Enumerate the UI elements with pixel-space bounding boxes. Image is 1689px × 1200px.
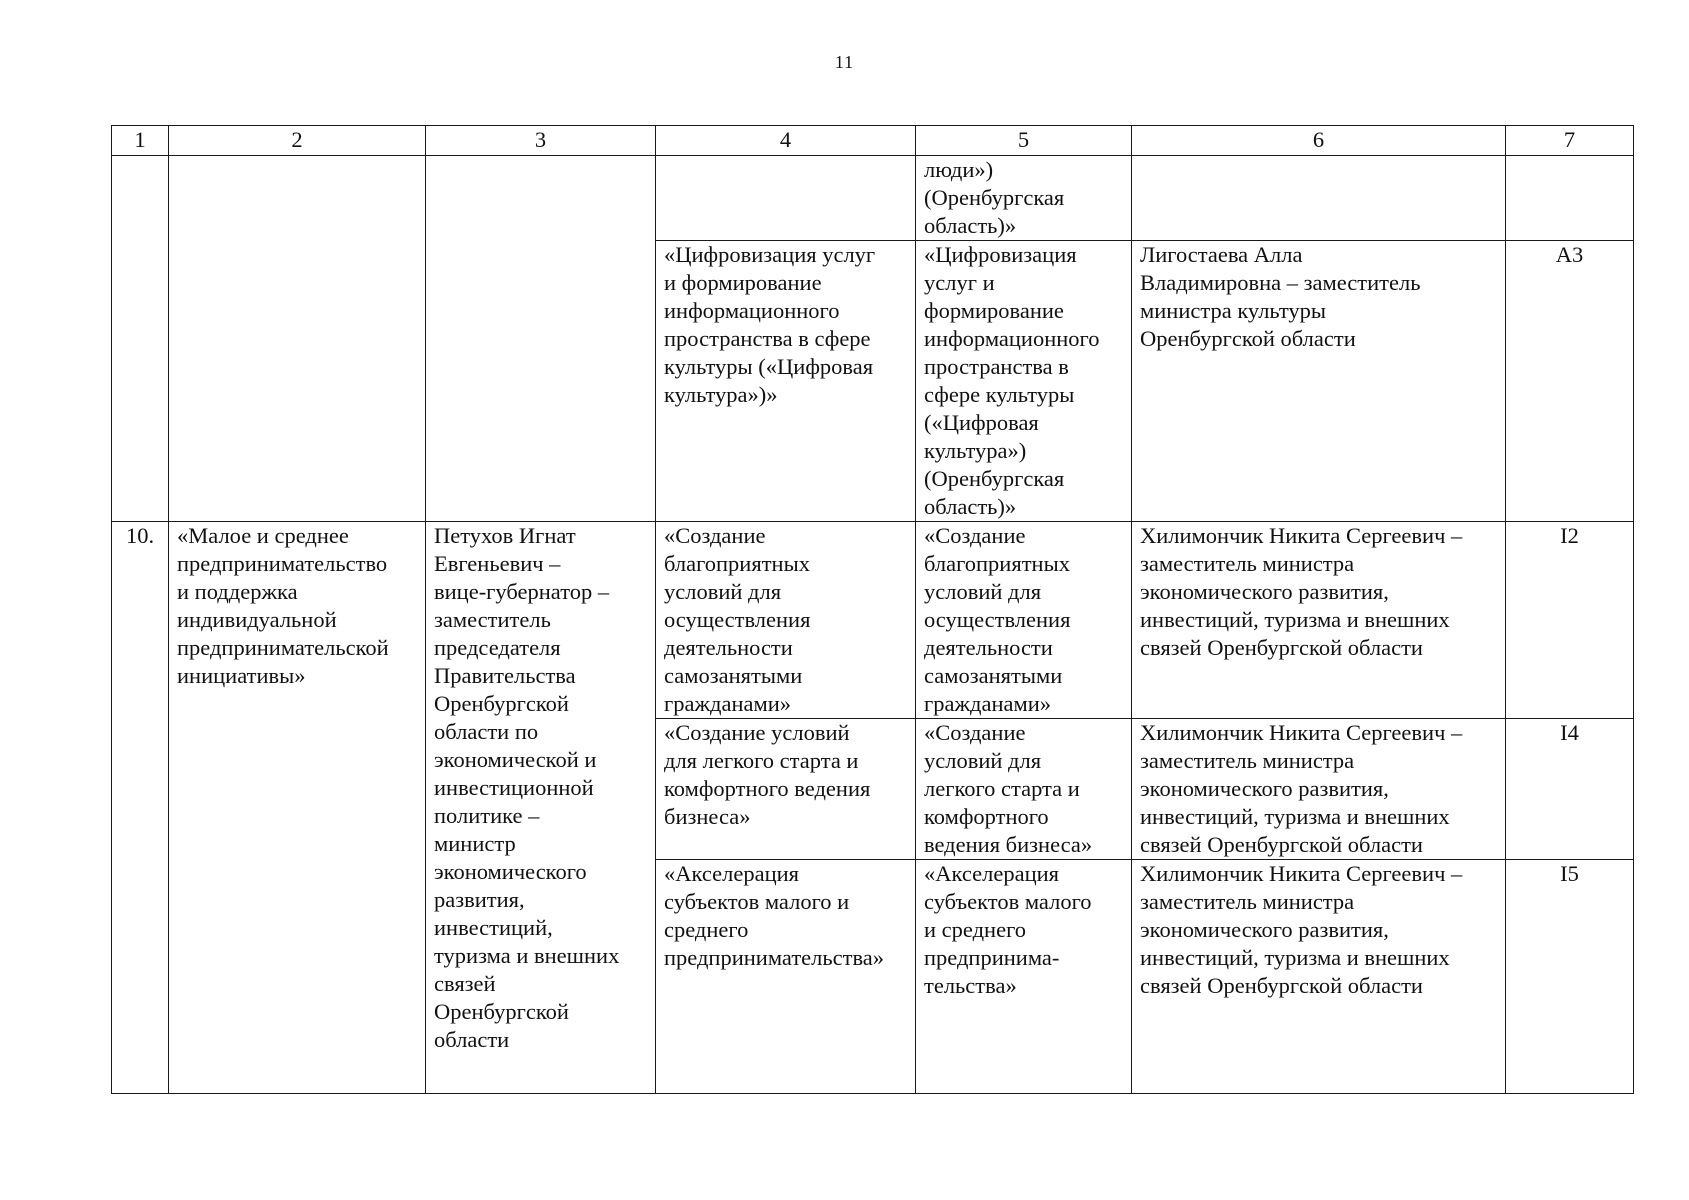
table-row (112, 522, 1634, 719)
code-cell: А3 (1506, 241, 1634, 522)
federal-project-cell: «Акселерация субъектов малого и среднего предпринимательства» (656, 860, 916, 1094)
column-header: 1 (112, 126, 169, 156)
code-cell: I4 (1506, 719, 1634, 860)
page-number: 11 (834, 52, 855, 72)
responsible-cell: Хилимончик Никита Сергеевич – заместитель министра экономического развития, инвестиций, туризма и внешних связей Оренбургской области (1132, 860, 1506, 1094)
code-cell: I5 (1506, 860, 1634, 1094)
code-cell (1506, 156, 1634, 241)
responsible-cell (1132, 156, 1506, 241)
column-header: 5 (916, 126, 1132, 156)
regional-project-cell: люди») (Оренбургская область)» (916, 156, 1132, 241)
federal-project-cell: «Цифровизация услуг и формирование информационного пространства в сфере культуры («Цифровая культура»)» (656, 241, 916, 522)
table-header-row (112, 126, 1634, 156)
responsible-cell: Хилимончик Никита Сергеевич – заместитель министра экономического развития, инвестиций, туризма и внешних связей Оренбургской области (1132, 522, 1506, 719)
responsible-cell: Хилимончик Никита Сергеевич – заместитель министра экономического развития, инвестиций, туризма и внешних связей Оренбургской области (1132, 719, 1506, 860)
regional-project-cell: «Цифровизация услуг и формирование информационного пространства в сфере культуры («Цифровая культура») (Оренбургская область)» (916, 241, 1132, 522)
row-number-cell: 10. (112, 522, 169, 1094)
federal-project-cell: «Создание условий для легкого старта и комфортного ведения бизнеса» (656, 719, 916, 860)
federal-project-cell: «Создание благоприятных условий для осуществления деятельности самозанятыми гражданами» (656, 522, 916, 719)
column-header: 4 (656, 126, 916, 156)
national-project-cell: «Малое и среднее предпринимательство и поддержка индивидуальной предпринимательской инициативы» (169, 522, 426, 1094)
column-header: 6 (1132, 126, 1506, 156)
regional-project-cell: «Создание благоприятных условий для осуществления деятельности самозанятыми гражданами» (916, 522, 1132, 719)
curator-cell (426, 156, 656, 522)
column-header: 3 (426, 126, 656, 156)
table-row (112, 156, 1634, 241)
code-cell: I2 (1506, 522, 1634, 719)
column-header: 7 (1506, 126, 1634, 156)
column-header: 2 (169, 126, 426, 156)
national-projects-table (111, 125, 1634, 1094)
row-number-cell (112, 156, 169, 522)
federal-project-cell (656, 156, 916, 241)
regional-project-cell: «Акселерация субъектов малого и среднего предпринима- тельства» (916, 860, 1132, 1094)
curator-cell: Петухов Игнат Евгеньевич – вице-губернатор – заместитель председателя Правительства Оренбургской области по экономической и инвестиционной политике – министр экономического развития, инвестиций, туризма и внешних связей Оренбургской области (426, 522, 656, 1094)
regional-project-cell: «Создание условий для легкого старта и комфортного ведения бизнеса» (916, 719, 1132, 860)
responsible-cell: Лигостаева Алла Владимировна – заместитель министра культуры Оренбургской области (1132, 241, 1506, 522)
national-project-cell (169, 156, 426, 522)
